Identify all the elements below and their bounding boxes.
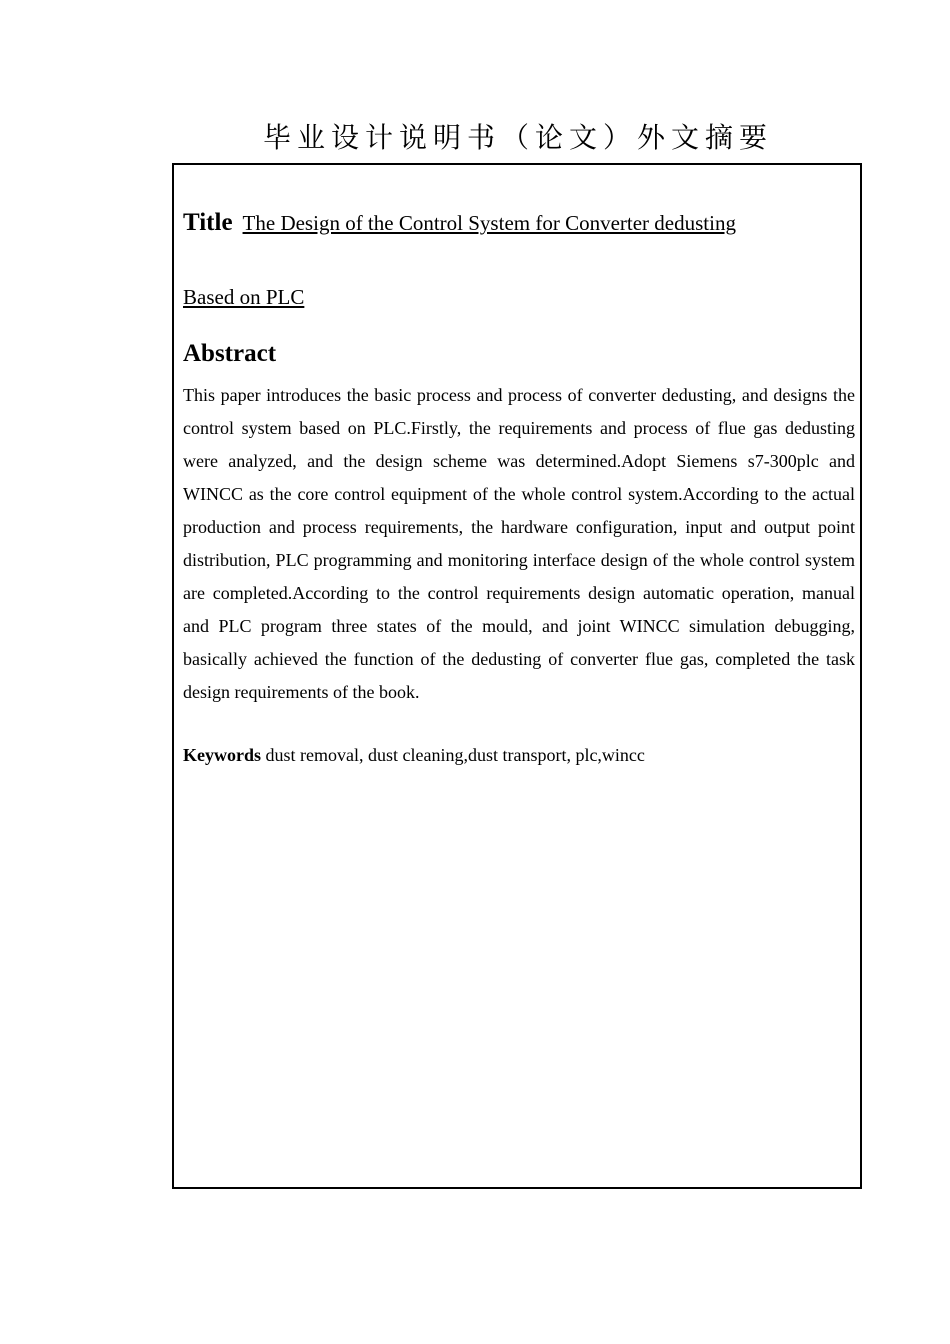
title-row [183, 209, 736, 237]
title-label: Title [183, 209, 233, 236]
page-heading: 毕业设计说明书（论文）外文摘要 [262, 121, 773, 154]
title-text-line1: The Design of the Control System for Converter dedusting [242, 211, 736, 235]
abstract-body: This paper introduces the basic process and process of converter dedusting, and designs the control system based on PLC.Firstly, the requirements and process of flue gas dedusting were analyzed, and the design scheme was determined.Adopt Siemens s7-300plc and WINCC as the core control equipment of the whole control system.According to the actual production and process requirements, the hardware configuration, input and output point distribution, PLC programming and monitoring interface design of the whole control system are completed.According to the control requirements design automatic operation, manual and PLC program three states of the mould, and joint WINCC simulation debugging, basically achieved the function of the dedusting of converter flue gas, completed the task design requirements of the book. [183, 385, 855, 702]
keywords-label: Keywords [183, 745, 261, 765]
keywords-row [183, 745, 645, 766]
abstract-heading: Abstract [183, 340, 277, 367]
abstract-frame [172, 163, 862, 1189]
keywords-value: dust removal, dust cleaning,dust transport, plc,wincc [265, 745, 645, 765]
title-text-line2: Based on PLC [183, 285, 305, 309]
